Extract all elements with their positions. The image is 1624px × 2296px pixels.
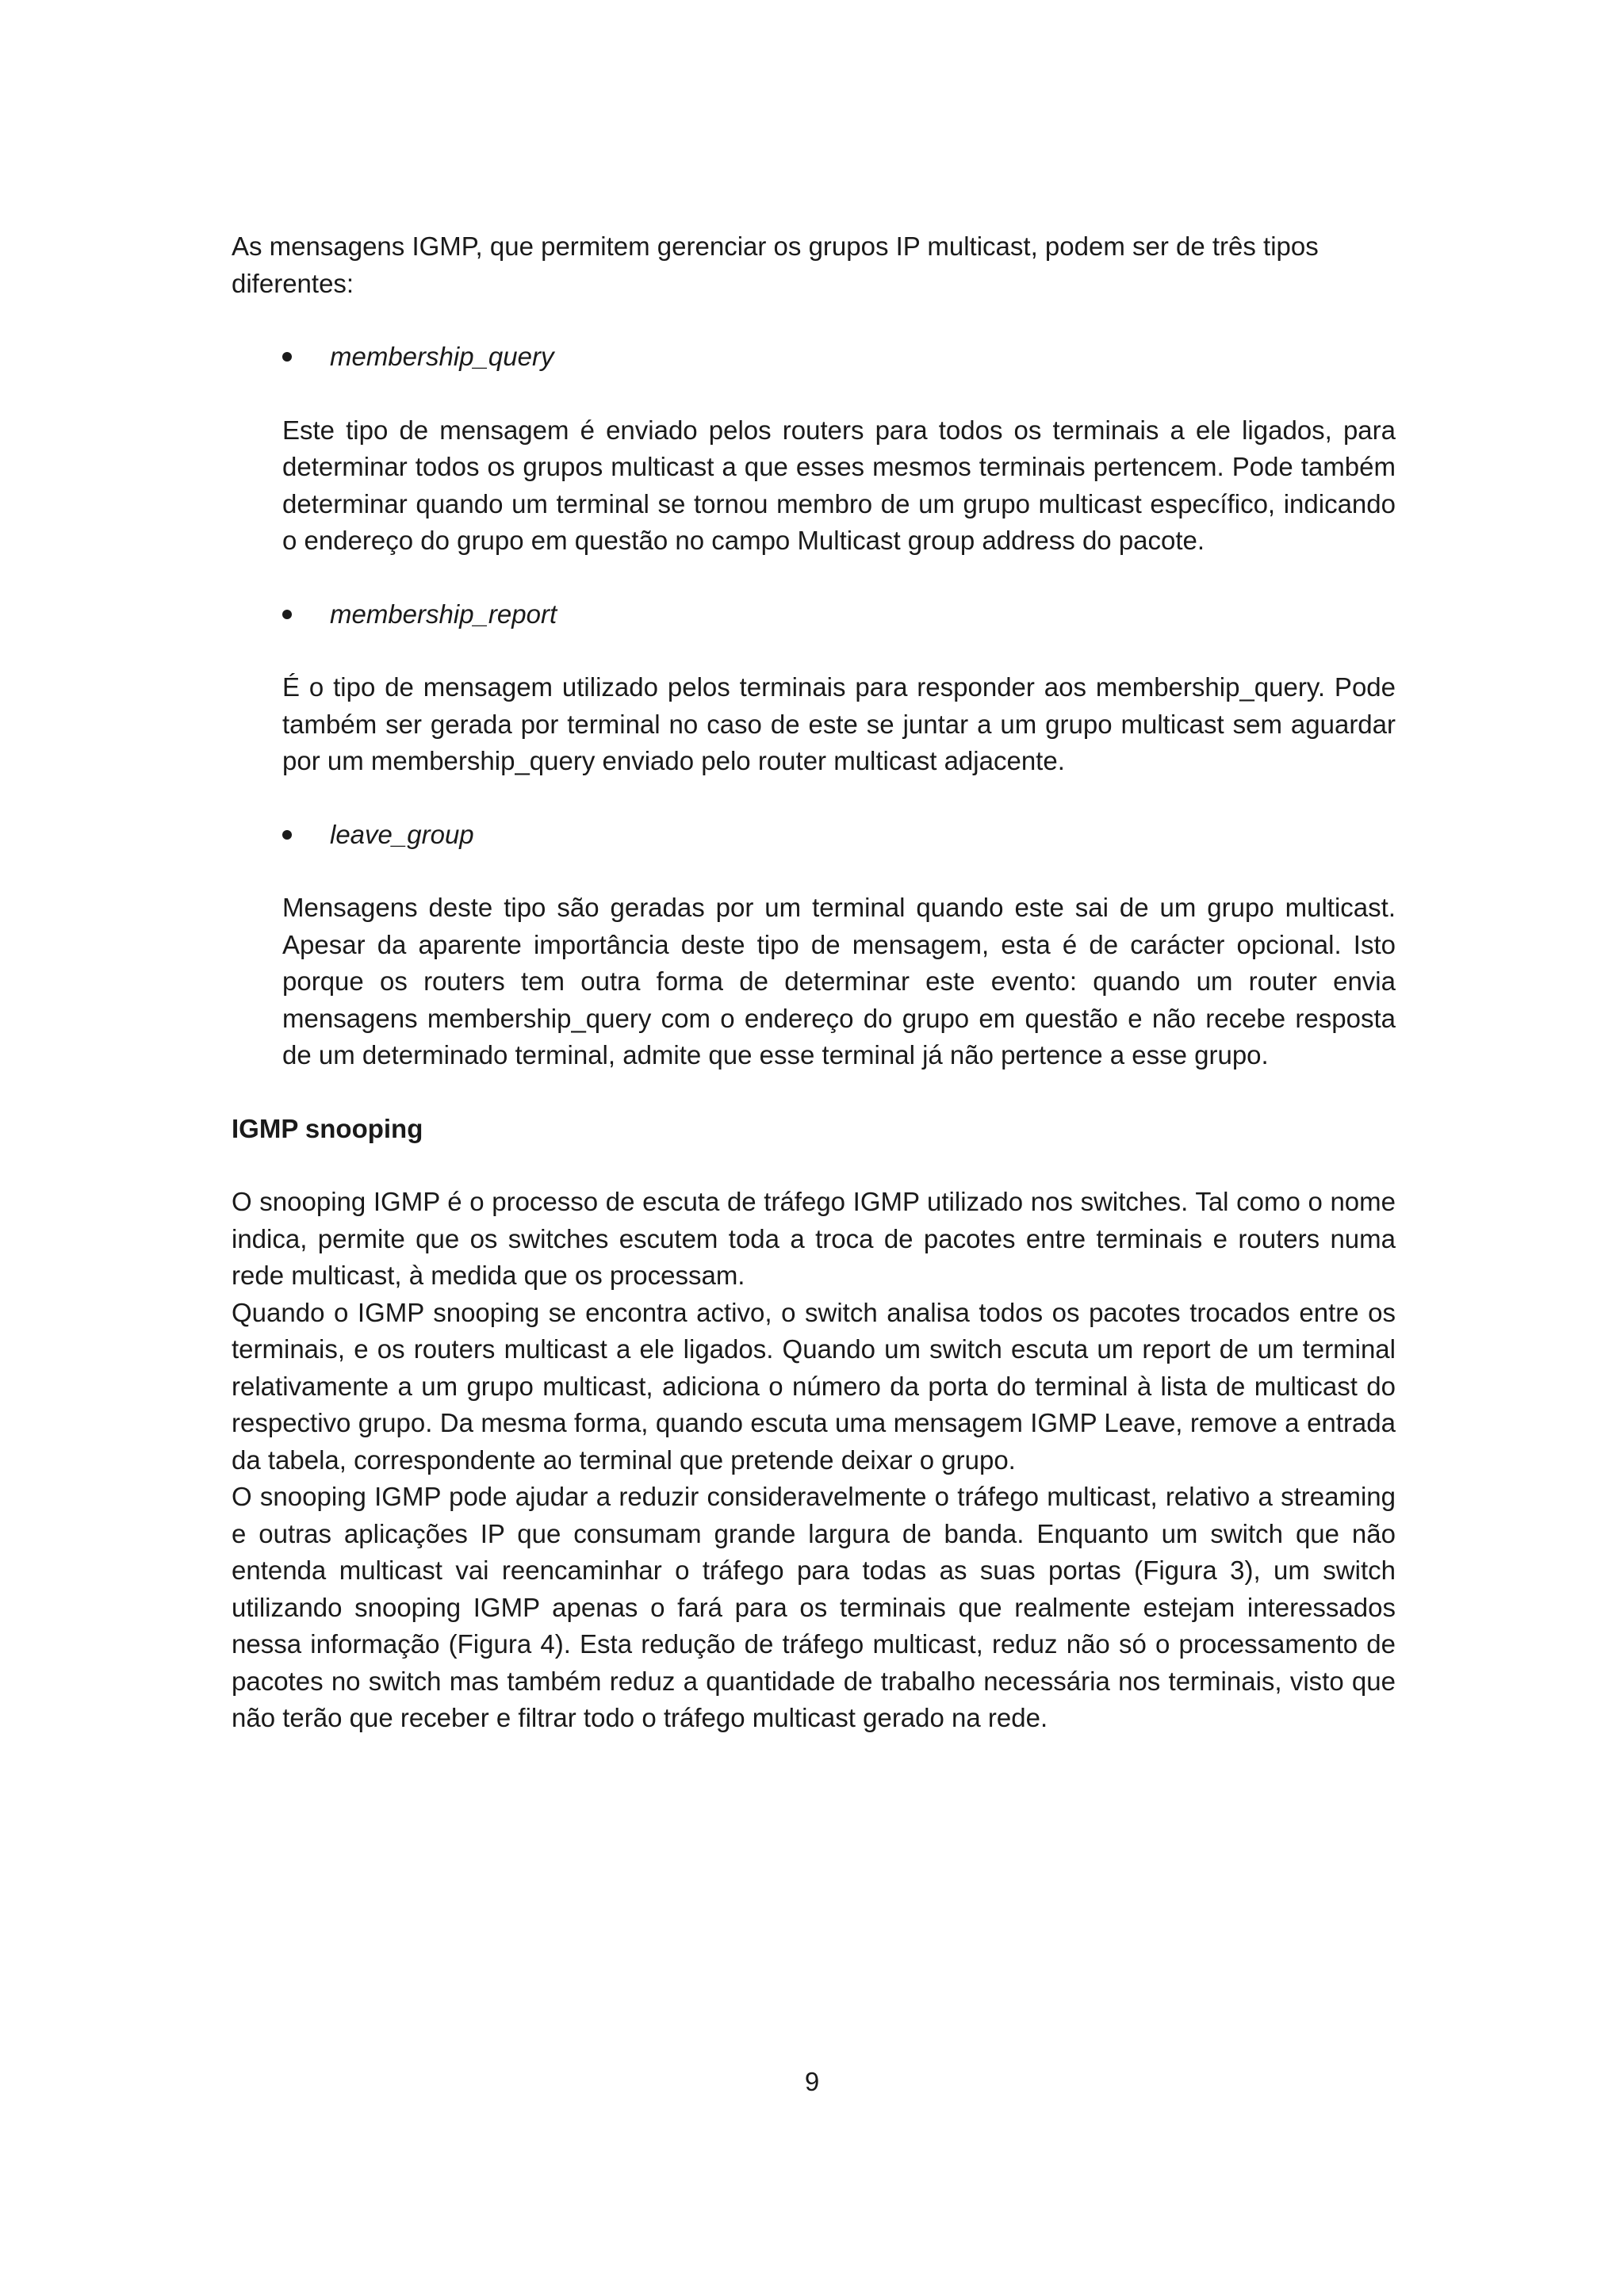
page-number: 9 xyxy=(804,2067,820,2096)
section-heading: IGMP snooping xyxy=(232,1113,423,1143)
list-item-description: Mensagens deste tipo são geradas por um terminal quando este sai de um grupo multicast. Apesar da aparente importância deste tipo de mensagem, esta é de carácter opcional. Isto porque os routers tem outra forma de determinar este evento: quando um router envia mensagens membership_query com o endereço do grupo em questão e não recebe resposta de um determinado terminal, admite que esse terminal já não pertence a esse grupo. xyxy=(282,893,1396,1070)
body-paragraph: O snooping IGMP pode ajudar a reduzir consideravelmente o tráfego multicast, relativo a streaming e outras aplicações IP que consumam grande largura de banda. Enquanto um switch que não entenda multicast vai reencaminhar o tráfego para todas as suas portas (Figura 3), um switch utilizando snooping IGMP apenas o fará para os terminais que realmente estejam interessados nessa informação (Figura 4). Esta redução de tráfego multicast, reduz não só o processamento de pacotes no switch mas também reduz a quantidade de trabalho necessária nos terminais, visto que não terão que receber e filtrar todo o tráfego multicast gerado na rede. xyxy=(232,1482,1396,1732)
list-item-leave-group xyxy=(232,817,1396,854)
list-item-term: membership_query xyxy=(330,342,554,371)
page-content xyxy=(232,228,1396,1737)
bullet-icon xyxy=(282,830,292,840)
intro-paragraph: As mensagens IGMP, que permitem gerenciar os grupos IP multicast, podem ser de três tipos diferentes: xyxy=(232,232,1319,298)
list-item-description: Este tipo de mensagem é enviado pelos routers para todos os terminais a ele ligados, para determinar todos os grupos multicast a que esses mesmos terminais pertencem. Pode também determinar quando um terminal se tornou membro de um grupo multicast específico, indicando o endereço do grupo em questão no campo Multicast group address do pacote. xyxy=(282,415,1396,555)
body-paragraph: O snooping IGMP é o processo de escuta de tráfego IGMP utilizado nos switches. Tal como o nome indica, permite que os switches escutem toda a troca de pacotes entre terminais e routers numa rede multicast, à medida que os processam. xyxy=(232,1187,1396,1290)
list-item-term: membership_report xyxy=(330,599,557,629)
list-item-membership-query xyxy=(232,339,1396,376)
list-item-term: leave_group xyxy=(330,819,474,849)
bullet-icon xyxy=(282,610,292,619)
bullet-icon xyxy=(282,352,292,362)
list-item-description: É o tipo de mensagem utilizado pelos terminais para responder aos membership_query. Pode também ser gerada por terminal no caso de este se juntar a um grupo multicast sem aguardar por um membership_query enviado pelo router multicast adjacente. xyxy=(282,672,1396,775)
list-item-membership-report xyxy=(232,596,1396,633)
body-paragraph: Quando o IGMP snooping se encontra activo, o switch analisa todos os pacotes trocados entre os terminais, e os routers multicast a ele ligados. Quando um switch escuta um report de um terminal relativamente a um grupo multicast, adiciona o número da porta do terminal à lista de multicast do respectivo grupo. Da mesma forma, quando escuta uma mensagem IGMP Leave, remove a entrada da tabela, correspondente ao terminal que pretende deixar o grupo. xyxy=(232,1297,1396,1475)
